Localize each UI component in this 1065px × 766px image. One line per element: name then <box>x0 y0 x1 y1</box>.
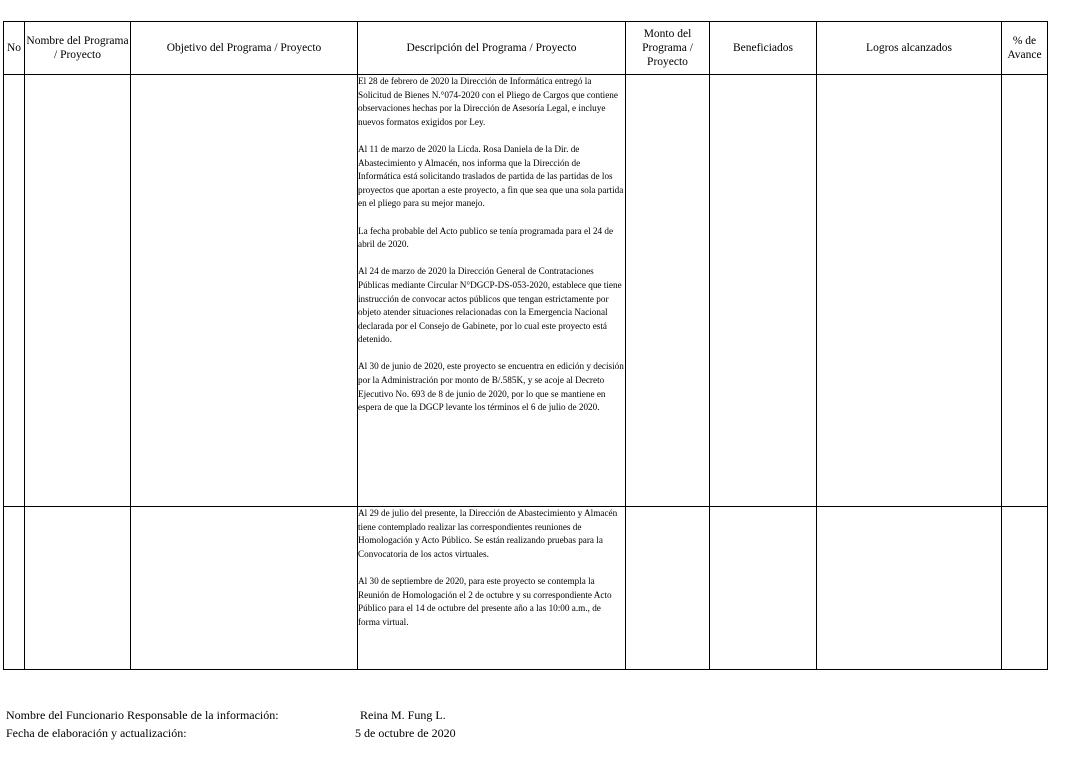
report-footer <box>6 706 456 742</box>
header-beneficiaries: Beneficiados <box>710 22 817 75</box>
cell-program-amount <box>626 75 710 507</box>
cell-program-amount <box>626 507 710 670</box>
responsible-line <box>6 706 446 724</box>
cell-program-description <box>358 507 626 670</box>
description-paragraph: Al 30 de septiembre de 2020, para este proyecto se contempla la Reunión de Homologación el 2 de octubre y su correspondiente Acto Público para el 14 de octubre del presente año a las 10:00 a.m., de forma virtual. <box>358 575 612 627</box>
responsible-name: Reina M. Fung L. <box>360 708 446 722</box>
cell-program-description <box>358 75 626 507</box>
description-paragraph: El 28 de febrero de 2020 la Dirección de Informática entregó la Solicitud de Bienes N.°074-2020 con el Pliego de Cargos que contiene observaciones hechas por la Dirección de Asesoría Legal, e incluye nuevos formatos exigidos por Ley. <box>358 76 618 127</box>
cell-no <box>4 507 25 670</box>
cell-program-objective <box>131 507 358 670</box>
header-program-name: Nombre del Programa / Proyecto <box>25 22 131 75</box>
table-row <box>4 507 1048 670</box>
cell-achievements <box>817 75 1002 507</box>
cell-program-name <box>25 75 131 507</box>
header-no: No <box>4 22 25 75</box>
cell-beneficiaries <box>710 507 817 670</box>
header-achievements: Logros alcanzados <box>817 22 1002 75</box>
cell-progress-percent <box>1002 75 1048 507</box>
description-paragraph: Al 24 de marzo de 2020 la Dirección General de Contrataciones Públicas mediante Circular N°DGCP-DS-053-2020, establece que tiene instrucción de convocar actos públicos que tengan estrictamente por objeto atender situaciones relacionadas con la Emergencia Nacional declarada por el Consejo de Gabinete, por lo cual este proyecto está detenido. <box>358 266 622 345</box>
cell-achievements <box>817 507 1002 670</box>
table-row <box>4 75 1048 507</box>
description-paragraph: Al 11 de marzo de 2020 la Licda. Rosa Daniela de la Dir. de Abastecimiento y Almacén, nos informa que la Dirección de Informática está solicitando traslados de partida de las partidas de los proyectos que aportan a este proyecto, a fin que sea que una sola partida en el pliego para su mejor manejo. <box>358 143 624 209</box>
cell-program-name <box>25 507 131 670</box>
date-label: Fecha de elaboración y actualización: <box>6 726 187 740</box>
report-table <box>3 21 1048 670</box>
description-paragraph: Al 29 de julio del presente, la Dirección de Abastecimiento y Almacén tiene contemplado realizar las correspondientes reuniones de Homologación y Acto Público. Se están realizando pruebas para la Convocatoria de los actos virtuales. <box>358 508 618 559</box>
header-progress-percent: % de Avance <box>1002 22 1048 75</box>
update-date: 5 de octubre de 2020 <box>355 726 456 740</box>
cell-program-objective <box>131 75 358 507</box>
header-program-objective: Objetivo del Programa / Proyecto <box>131 22 358 75</box>
description-paragraph: La fecha probable del Acto publico se tenía programada para el 24 de abril de 2020. <box>358 225 614 250</box>
description-paragraph: Al 30 de junio de 2020, este proyecto se encuentra en edición y decisión por la Administración por monto de B/.585K, y se acoje al Decreto Ejecutivo No. 693 de 8 de junio de 2020, por lo que se mantiene en espera de que la DGCP levante los términos el 6 de julio de 2020. <box>358 361 624 413</box>
cell-progress-percent <box>1002 507 1048 670</box>
header-row <box>4 22 1048 75</box>
header-program-amount: Monto del Programa / Proyecto <box>626 22 710 75</box>
cell-no <box>4 75 25 507</box>
date-line <box>6 724 456 742</box>
header-program-description: Descripción del Programa / Proyecto <box>358 22 626 75</box>
responsible-label: Nombre del Funcionario Responsable de la información: <box>6 708 279 722</box>
cell-beneficiaries <box>710 75 817 507</box>
